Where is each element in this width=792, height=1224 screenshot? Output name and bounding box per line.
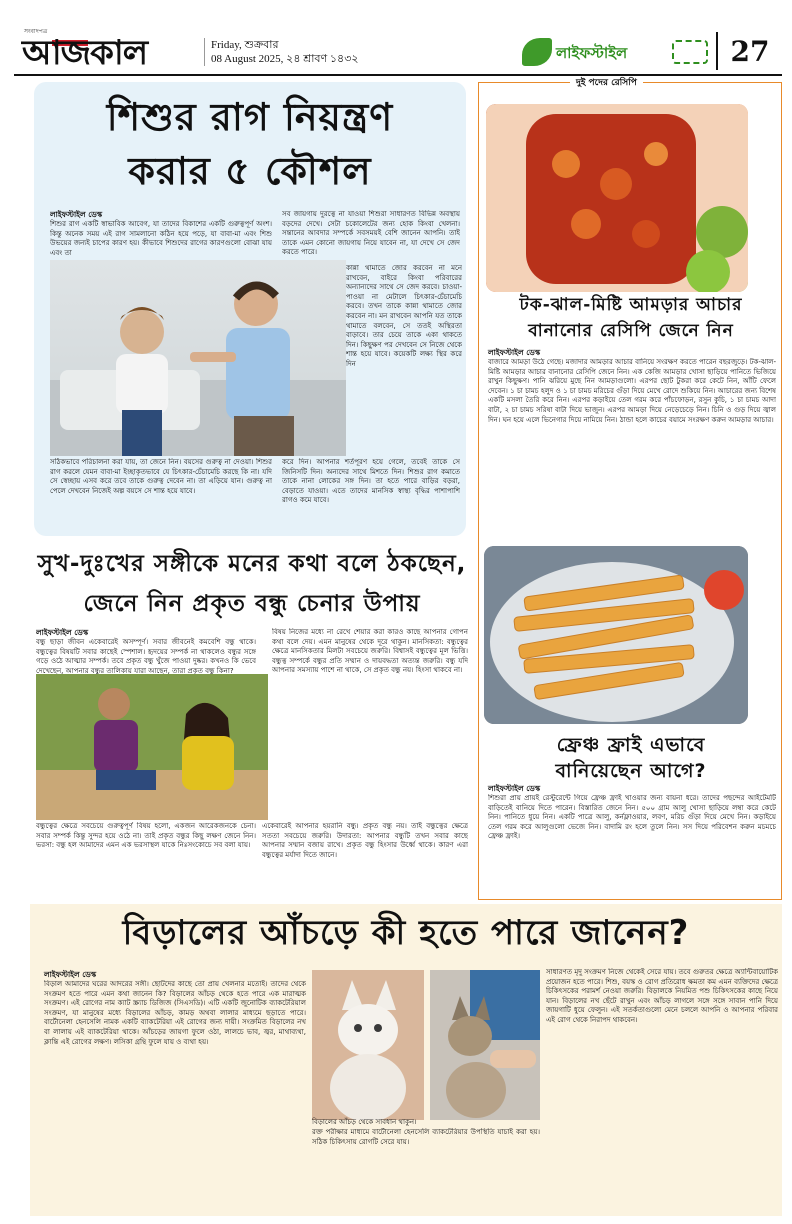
recipe-headline[interactable] — [486, 732, 776, 784]
photo-illustration — [486, 104, 748, 292]
headline-line-2: করার ৫ কৌশল — [128, 149, 372, 193]
article-cat-scratch — [30, 904, 782, 1216]
recipe-body: শিশুরা প্রায় প্রায়ই রেস্টুরেন্টে গিয়ে ফ্রেঞ্চ ফ্রাই খাওয়ার জন্য বায়না ধরে। তাদের পছন্দের আইটেমটি বাড়িতেই বানিয়ে দিতে পারেন। বিস্তারিত জেনে নিন। ৫০০ গ্রাম আলু খোসা ছাড়িয়ে লম্বা করে কেটে নিন। পানিতে ধুয়ে নিন। একটি পাত্রে আলু, কর্নফ্লাওয়ার, লবণ, মরিচ গুঁড়া দিয়ে মেখে নিন। কড়াইয়ে তেল গরম করে আলুগুলো ভেজে নিন। বাদামি রং হলে তুলে নিন। সস দিয়ে পরিবেশন করুন মচমচে ফ্রেঞ্চ ফ্রাই। — [488, 794, 776, 841]
article-column-4: একেবারেই আপনার হয়রানি বন্ধু। প্রকৃত বন্ধু নয়। তাই বন্ধুত্বের ক্ষেত্রে সততা সবচেয়ে জরুরি। উদারতা: আপনার বন্ধুটি তখন সবার কাছে আপনার সম্মান বজায় রাখে। প্রকৃত বন্ধু হিংসার উর্ধ্বে থাকে। কারণ এরা বন্ধুত্বের মর্যাদা দিতে জানে। — [262, 822, 468, 859]
photo-illustration — [36, 674, 268, 820]
recipe-body: বাজারে আমড়া উঠে গেছে। মজাদার আমড়ার আচার বানিয়ে সংরক্ষণ করতে পারেন বছরজুড়ে। টক-ঝাল-মিষ্টি আমড়ার আচার বানানোর রেসিপি জেনে নিন। এক কেজি আমড়ার খোসা ছাড়িয়ে পানিতে ভিজিয়ে রাখুন কিছুক্ষণ। পানি ঝরিয়ে মুছে নিন আমড়াগুলো। এরপর ছোট টুকরা করে কেটে নিন, আঁটি ফেলে দেবেন। ১ চা চামচ হলুদ ও ১ চা চামচ মরিচের গুঁড়া দিয়ে মেখে রোদে শুকিয়ে নিন। আচারের জন্য বিশেষ একটি মসলা তৈরি করে নিন। এরপর কড়াইয়ে তেল গরম করে পাঁচফোড়ন, রসুন কুচি, ১ চা চামচ আদা বাটা, ২ চা চামচ সরিষা বাটা দিয়ে ভাজুন। এরপর আমড়া দিয়ে নেড়েচেড়ে নিন। চিনি ও গুড় দিয়ে জ্বাল দিন। ঘন হয়ে এলে ভিনেগার দিয়ে নামিয়ে নিন। ঠান্ডা হলে কাচের বয়ামে সংরক্ষণ করুন আমড়ার আচার। — [488, 358, 776, 424]
article-column-4: করে দিন। আপনার শর্তপূরণ হয়ে গেলে, তবেই তাকে সে জিনিসটি দিন। অন্যদের সাথে মিশতে দিন। শিশুর রাগ কমাতে তাকে নানা লোকের সঙ্গ দিন। তা হতে পারে বাড়ির বড়রা, বেড়াতে যাওয়া। এতে তাদের মানসিক স্বাস্থ্য বৃদ্ধির পাশাপাশি রাগও কমে যাবে। — [282, 458, 460, 505]
leaf-icon — [522, 38, 552, 66]
byline: লাইফস্টাইল ডেস্ক — [488, 784, 541, 793]
article-column-2b: কান্না থামাতে জোর করবেন না মনে রাখবেন, বাইরে কিংবা পরিবারের অন্যান্যদের সাথে সে জেদ করবে। চাওয়া-পাওয়া না মেটালে চিৎকার-চেঁচামেচি করবে। তখন তাকে কান্না থামাতে জোর করবেন না। মন রাখবেন আপনি যত তাকে থামাতে বলবেন, সে ততই অস্থিরতা বাড়াবে। তার চেয়ে তাকে একা থাকতে দিন। কিছুক্ষণ পর দেখবেন সে নিজে থেকে শান্ত হয়ে যাবে। কয়েকটি লক্ষ্য স্থির করে দিন — [346, 264, 462, 368]
parent-child-photo — [50, 260, 346, 456]
pickle-photo — [486, 104, 748, 292]
photo-illustration — [312, 970, 424, 1120]
article-column-2: রক্ত পরীক্ষার মাধ্যমে বার্টোনেলা হেনসেলি ব্যাকটেরিয়ার উপস্থিতি যাচাই করা হয়। সঠিক চিকিৎসায় রোগটি সেরে যায়। — [312, 1128, 540, 1146]
body-text: বন্ধু ছাড়া জীবন একেবারেই অসম্পূর্ণ। সবার জীবনেই কমবেশি বন্ধু থাকে। বন্ধুত্বের বিষয়টি সবার কাছেই স্পেশাল। হৃদয়ের সম্পর্ক না থাকলেও বন্ধুর সঙ্গে গড়ে ওঠে আত্মার সম্পর্ক। তবে প্রকৃত বন্ধু খুঁজে পাওয়া দুষ্কর। কখনও কি ভেবে দেখেছেন, আপনার বন্ধুর তালিকায় যারা আছেন, তারা প্রকৃত বন্ধু কিনা? — [36, 638, 256, 674]
friends-photo — [36, 674, 268, 820]
article-column-1: বিড়াল আমাদের ঘরের আদরের সঙ্গী। ছোটদের কাছে তো প্রায় খেলনার মতোই। তাদের থেকে সংক্রমণ হতে পারে এমন কথা জানেন কি? বিড়ালের আঁচড় থেকে হতে পারে এক মারাত্মক সংক্রমণ। এই রোগের নাম ক্যাট স্ক্র্যাচ ডিজিজ (সিএসডি)। এটি একটি জুনোটিক ব্যাকটেরিয়াল সংক্রমণ, যা মানুষের মধ্যে বিড়ালের আঁচড়, কামড় অথবা লালার মাধ্যমে ছড়াতে পারে। বার্টোনেলা হেনসেলি নামক একটি ব্যাকটেরিয়া এই রোগের জন্য দায়ী। সংক্রমিত বিড়ালের নখ বা লালায় এই ব্যাকটেরিয়া থাকে। আঁচড়ের জায়গা ফুলে ওঠা, লালচে ভাব, জ্বর, মাথাব্যথা, ক্লান্তি এই রোগের লক্ষণ। লসিকা গ্রন্থি ফুলে যায় ও ব্যথা হয়। — [44, 980, 306, 1046]
article-headline[interactable] — [34, 90, 466, 198]
photo-illustration — [50, 260, 346, 456]
article-headline[interactable] — [30, 544, 474, 624]
newspaper-logo[interactable]: আজকাল — [22, 33, 148, 73]
logo-tagline: সংবাদপত্র — [24, 28, 48, 35]
issue-date — [204, 38, 359, 66]
article-column-3: বন্ধুত্বের ক্ষেত্রে সবচেয়ে গুরুত্বপূর্ণ বিষয় হলো, একজন আরেকজনকে চেনা। সবার সম্পর্ক কিন্তু সুন্দর হয়ে ওঠে না। তাই প্রকৃত বন্ধুর কিছু লক্ষণ জেনে নিন। ভরসা: বন্ধু হল আমাদের এমন এক ভরসাস্থল যাকে নিঃসংকোচে সব বলা যায়। — [36, 822, 256, 850]
byline: লাইফস্টাইল ডেস্ক — [488, 348, 541, 357]
article-column-2: সব জায়গায় দুরত্বে না যাওয়া শিশুরা সাধারণত বিভিন্ন অবস্থায় বড়দের দেখে। সেটা চকোলেটের জন্য হোক কিংবা খেলনা। সন্তানের আবদার সম্পর্কে সবসময়ই বেশি জানেন আপনি। তাই তাকে এমন কোনো জায়গায় নিয়ে যাবেন না, যা দেখে সে জেদ করতে পারে। — [282, 210, 460, 257]
photo-caption: বিড়ালের আঁচড় থেকে সাবধান থাকুন। — [312, 1118, 417, 1126]
page-number: 27 — [716, 32, 782, 70]
cat-scratch-photo — [430, 970, 540, 1120]
headline-line-1: শিশুর রাগ নিয়ন্ত্রণ — [106, 95, 394, 139]
issue-date-text: 08 August 2025, ২৪ শ্রাবণ ১৪৩২ — [211, 53, 359, 65]
headline-line-1: টক-ঝাল-মিষ্টি আমড়ার আচার — [519, 295, 743, 315]
fries-photo — [484, 546, 748, 724]
article-column-3: সঠিকভাবে পরিচালনা করা যায়, তা জেনে নিন। বয়সের গুরুত্ব না দেওয়া। শিশুর রাগ করলে যেমন বাবা-মা ইচ্ছাকৃতভাবে যে চিৎকার-চেঁচামেচি করছে কি না। যদি সে স্বেচ্ছায় এসব করে তবে তাকে গুরুত্ব দেবেন না। তা এড়িয়ে যান। গুরুত্ব না পেলে দেখবেন নিজেই অল্প বয়সে সে শান্ত হয়ে যাবে। — [50, 458, 272, 495]
byline: লাইফস্টাইল ডেস্ক — [44, 970, 97, 979]
article-column-1 — [36, 628, 256, 674]
masthead — [14, 28, 782, 74]
issue-day: Friday, শুক্রবার — [211, 39, 279, 51]
article-headline[interactable]: বিড়ালের আঁচড়ে কী হতে পারে জানেন? — [122, 913, 690, 953]
article-column-3: সাধারণত মৃদু সংক্রমণ নিজে থেকেই সেরে যায়। তবে গুরুতর ক্ষেত্রে অ্যান্টিবায়োটিক প্রয়োজন হতে পারে। শিশু, বয়স্ক ও রোগ প্রতিরোধ ক্ষমতা কম এমন ব্যক্তিদের ক্ষেত্রে চিকিৎসকের পরামর্শ নেওয়া জরুরি। বিড়ালকে নিয়মিত পশু চিকিৎসকের কাছে নিয়ে যান। বিড়ালের নখ ছেঁটে রাখুন এবং আঁচড় লাগলে সঙ্গে সঙ্গে সাবান পানি দিয়ে জায়গাটি ধুয়ে ফেলুন। এই সতর্কতাগুলো মেনে চললে আপনি ও আপনার পরিবার এই রোগ থেকে নিরাপদ থাকবেন। — [546, 968, 778, 1024]
body-text: শিশুর রাগ একটি স্বাভাবিক আবেগ, যা তাদের বিকাশের একটি গুরুত্বপূর্ণ অংশ। কিন্তু অনেক সময় এই রাগ সামলানো কঠিন হয়ে পড়ে, যা বাবা-মা এবং শিশু উভয়ের জন্যই চাপের কারণ হয়। কীভাবে শিশুদের রাগের কারণগুলো বোঝা যায় এবং তা — [50, 220, 272, 257]
lifestyle-collage-icon — [672, 40, 708, 64]
article-child-anger — [34, 82, 466, 536]
header-rule — [14, 74, 782, 76]
headline-line-1: ফ্রেঞ্চ ফ্রাই এভাবে — [556, 734, 706, 756]
recipe-headline[interactable] — [486, 292, 776, 344]
headline-line-2: জেনে নিন প্রকৃত বন্ধু চেনার উপায় — [83, 591, 421, 617]
article-column-1 — [50, 210, 272, 258]
byline: লাইফস্টাইল ডেস্ক — [36, 628, 89, 637]
byline: লাইফস্টাইল ডেস্ক — [50, 210, 103, 219]
section-label: লাইফস্টাইল — [556, 44, 628, 62]
headline-line-1: সুখ-দুঃখের সঙ্গীকে মনের কথা বলে ঠকছেন, — [37, 551, 467, 577]
headline-line-2: বানানোর রেসিপি জেনে নিন — [528, 321, 734, 341]
photo-illustration — [484, 546, 748, 724]
recipe-section-tag: দুই পদের রেসিপি — [570, 76, 643, 90]
section-logo — [522, 36, 712, 68]
kitten-photo — [312, 970, 424, 1120]
photo-illustration — [430, 970, 540, 1120]
article-column-2: বিষয় নিজের মধ্যে না রেখে শেয়ার করা কারও কাছে আপনার গোপন কথা বলে দেয়। এমন মানুষের থেকে দূরে থাকুন। মানসিকতা: বন্ধুত্বের ক্ষেত্রে মানসিকতার মিলটা সবচেয়ে জরুরি। বিশ্বাসই বন্ধুত্বের মূল ভিত্তি। বন্ধুত্ব সম্পর্কে বন্ধুর প্রতি সম্মান ও দায়বদ্ধতা অত্যন্ত জরুরি। বন্ধু যদি আপনার সমস্যায় পাশে না থাকে, সে প্রকৃত বন্ধু নয়। হিংসা থাকবে না। — [272, 628, 468, 675]
headline-line-2: বানিয়েছেন আগে? — [555, 760, 707, 782]
